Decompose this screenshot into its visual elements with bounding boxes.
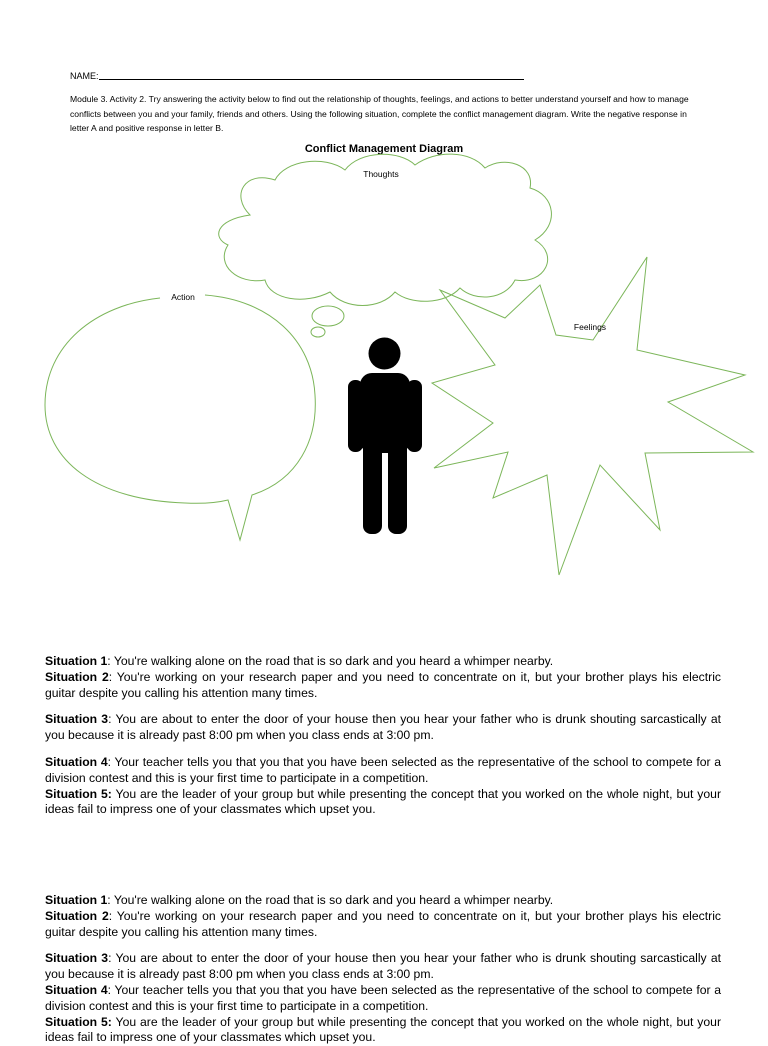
feelings-starburst [432, 257, 753, 575]
situation-text: You are about to enter the door of your house then you hear your father who is drunk shouting sarcastically at you because it is already past 8:00 pm when you class ends at 3:00 pm. [45, 712, 721, 743]
situation-1 [45, 893, 721, 909]
situation-label: Situation 2 [45, 908, 109, 923]
situation-text: You're walking alone on the road that is so dark and you heard a whimper nearby. [110, 893, 554, 907]
situation-text: You're working on your research paper and you need to concentrate on it, but your brother plays his electric guitar despite you calling his attention many times. [45, 669, 721, 700]
situation-text: You are the leader of your group but while presenting the concept that you worked on the whole night, but your ideas fail to impress one of your classmates which upset you. [45, 1014, 721, 1045]
situation-5 [45, 787, 721, 819]
situation-3 [45, 951, 721, 983]
situation-separator: : [108, 669, 113, 684]
situation-label: Situation 2 [45, 669, 109, 684]
situation-label: Situation 4 [45, 982, 108, 997]
name-label: NAME: [70, 71, 99, 81]
situation-label: Situation 5: [45, 1014, 112, 1029]
situation-text: You're walking alone on the road that is so dark and you heard a whimper nearby. [110, 654, 554, 668]
situation-text: You are about to enter the door of your house then you hear your father who is drunk shouting sarcastically at you because it is already past 8:00 pm when you class ends at 3:00 pm. [45, 951, 721, 982]
situation-label: Situation 3 [45, 951, 109, 966]
situation-2 [45, 909, 721, 941]
situation-4 [45, 983, 721, 1015]
situation-separator: : [108, 908, 113, 923]
situation-2 [45, 670, 721, 702]
situation-separator: : [107, 654, 111, 668]
situation-text: Your teacher tells you that you that you have been selected as the representative of the school to compete for a division contest and this is your first time to participate in a competition. [45, 754, 722, 785]
situation-1 [45, 654, 721, 670]
situation-text: Your teacher tells you that you that you have been selected as the representative of the school to compete for a division contest and this is your first time to participate in a competition. [45, 982, 722, 1013]
diagram-title: Conflict Management Diagram [304, 143, 464, 155]
situation-label: Situation 4 [45, 754, 108, 769]
situation-text: You're working on your research paper and you need to concentrate on it, but your brother plays his electric guitar despite you calling his attention many times. [45, 908, 721, 939]
situation-label: Situation 1 [45, 893, 108, 907]
situation-separator: : [107, 982, 111, 997]
situation-separator: : [107, 893, 111, 907]
situation-separator: : [108, 712, 112, 727]
situation-separator: : [107, 754, 111, 769]
situation-4 [45, 755, 721, 787]
situation-separator: : [108, 951, 112, 966]
situation-3 [45, 712, 721, 744]
situation-label: Situation 1 [45, 654, 108, 668]
action-label: Action [171, 292, 195, 302]
situation-text: You are the leader of your group but while presenting the concept that you worked on the whole night, but your ideas fail to impress one of your classmates which upset you. [45, 786, 721, 817]
situation-label: Situation 3 [45, 712, 109, 727]
situation-label: Situation 5: [45, 786, 112, 801]
action-speech-bubble [45, 295, 315, 540]
instructions-text: Module 3. Activity 2. Try answering the activity below to find out the relationship of thoughts, feelings, and actions to better understand yourself and how to manage conflicts between you and your family, friends and others. Using the following situation, complete the conflict management diagram. Write the negative response in letter A and positive response in letter B. [70, 94, 689, 133]
feelings-label: Feelings [573, 322, 607, 332]
thoughts-label: Thoughts [363, 169, 399, 179]
situation-5 [45, 1015, 721, 1046]
thought-bubble-small [311, 327, 325, 337]
thought-bubble-large [312, 306, 344, 326]
situations-list-2 [45, 893, 721, 1046]
person-icon [348, 338, 422, 535]
situations-list-1 [45, 654, 721, 818]
